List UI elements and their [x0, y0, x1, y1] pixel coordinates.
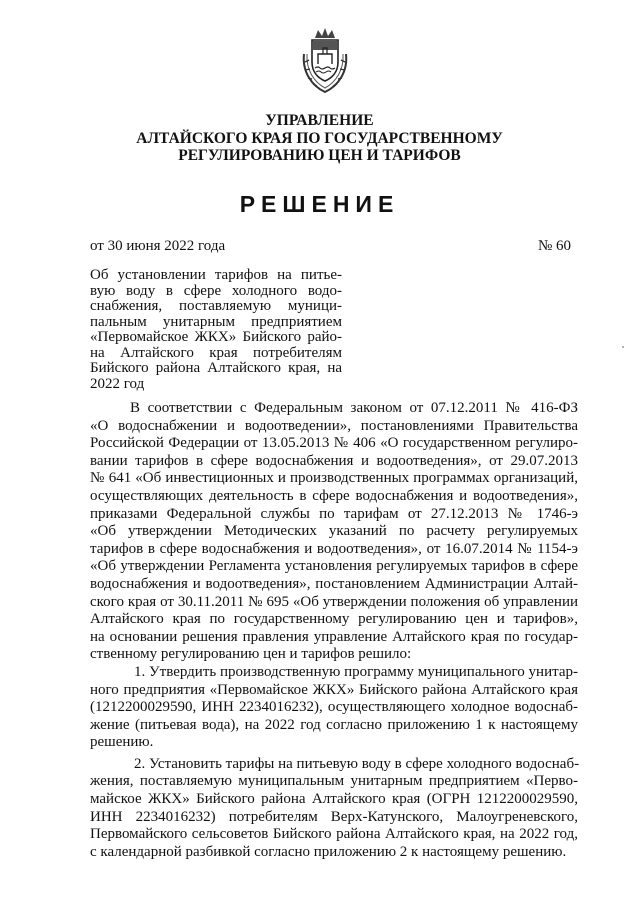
clause-2 — [90, 756, 578, 862]
body-line: 2. Установить тарифы на питьевую воду в сфере холодного водоснаб- — [134, 755, 580, 772]
body-line: В соответствии с Федеральным законом от 07.12.2011 № 416-ФЗ — [130, 400, 578, 416]
body-line: жение (питьевая вода), на 2022 год согласно приложению 1 к настоящему — [90, 716, 578, 733]
scan-speck — [622, 346, 624, 348]
body-line: приказами Федеральной службы по тарифам от 27.12.2013 № 1746-э — [90, 505, 578, 522]
subject-line: на Алтайского края потребителям — [90, 344, 342, 361]
body-line: «О водоснабжении и водоотведении», постановлениями Правительства — [90, 417, 578, 434]
body-line: вании тарифов в сфере водоснабжения и водоотведения», от 29.07.2013 — [90, 452, 578, 469]
document-number: № 60 — [538, 238, 572, 254]
body-line: с календарной разбивкой согласно приложению 2 к настоящему решению. — [90, 843, 567, 860]
clause-1 — [90, 664, 578, 752]
body-line: «Об утверждении Методических указаний по расчету регулируемых — [90, 523, 578, 540]
body-line: на основании решения правления управление Алтайского края по государ- — [90, 628, 578, 645]
preamble-paragraph — [90, 400, 578, 664]
body-line: ИНН 2234016232) потребителям Верх-Катунского, Малоугреневского, — [90, 808, 578, 825]
body-line: № 641 «Об инвестиционных и производственных программах организаций, — [90, 470, 578, 487]
body-line: (1212200029590, ИНН 2234016232), осуществляющего холодное водоснаб- — [90, 699, 578, 716]
body-line: ного предприятия «Первомайское ЖКХ» Бийского района Алтайского края — [90, 681, 578, 698]
issuing-authority — [0, 112, 639, 165]
document-subject — [90, 268, 342, 392]
body-line: Российской Федерации от 13.05.2013 № 406 «О государственном регулиро- — [90, 435, 578, 452]
coat-of-arms-emblem — [298, 24, 352, 94]
body-line: водоснабжения и водоотведения», постановлением Администрации Алтай- — [90, 575, 578, 592]
body-line: ственному регулированию цен и тарифов решило: — [90, 646, 412, 663]
document-date: от 30 июня 2022 года — [90, 238, 226, 254]
subject-line: пальным унитарным предприятием — [90, 313, 342, 330]
subject-line: вую воду в сфере холодного водо- — [90, 282, 342, 299]
subject-line: Об установлении тарифов на питье- — [90, 267, 342, 283]
authority-line: УПРАВЛЕНИЕ — [265, 112, 374, 129]
body-line: ского края от 30.11.2011 № 695 «Об утверждении положения об управлении — [90, 593, 578, 610]
subject-line: 2022 год — [90, 375, 145, 392]
subject-line: Бийского района Алтайского края, на — [90, 360, 342, 376]
document-type-title: РЕШЕНИЕ — [239, 191, 400, 217]
subject-line: «Первомайское ЖКХ» Бийского райо- — [90, 329, 342, 345]
body-line: майское ЖКХ» Бийского района Алтайского края (ОГРН 1212200029590, — [90, 791, 578, 808]
authority-line: РЕГУЛИРОВАНИЮ ЦЕН И ТАРИФОВ — [178, 147, 461, 164]
subject-line: снабжения, поставляемую муници- — [90, 298, 342, 314]
body-line: решению. — [90, 734, 154, 751]
body-line: осуществляющих деятельность в сфере водоснабжения и водоотведения», — [90, 487, 578, 504]
body-line: жения, поставляемую муниципальным унитарным предприятием «Перво- — [90, 773, 578, 790]
body-line: 1. Утвердить производственную программу муниципального унитар- — [134, 663, 578, 680]
body-line: Первомайского сельсоветов Бийского района Алтайского края, на 2022 год, — [90, 826, 578, 843]
authority-line: АЛТАЙСКОГО КРАЯ ПО ГОСУДАРСТВЕННОМУ — [136, 129, 503, 147]
body-line: «Об утверждении Регламента установления регулируемых тарифов в сфере — [90, 558, 578, 575]
body-line: Алтайского края по государственному регулированию цен и тарифов», — [90, 611, 578, 628]
document-body — [90, 400, 578, 861]
body-line: тарифов в сфере водоснабжения и водоотведения», от 16.07.2014 № 1154-э — [90, 540, 578, 557]
